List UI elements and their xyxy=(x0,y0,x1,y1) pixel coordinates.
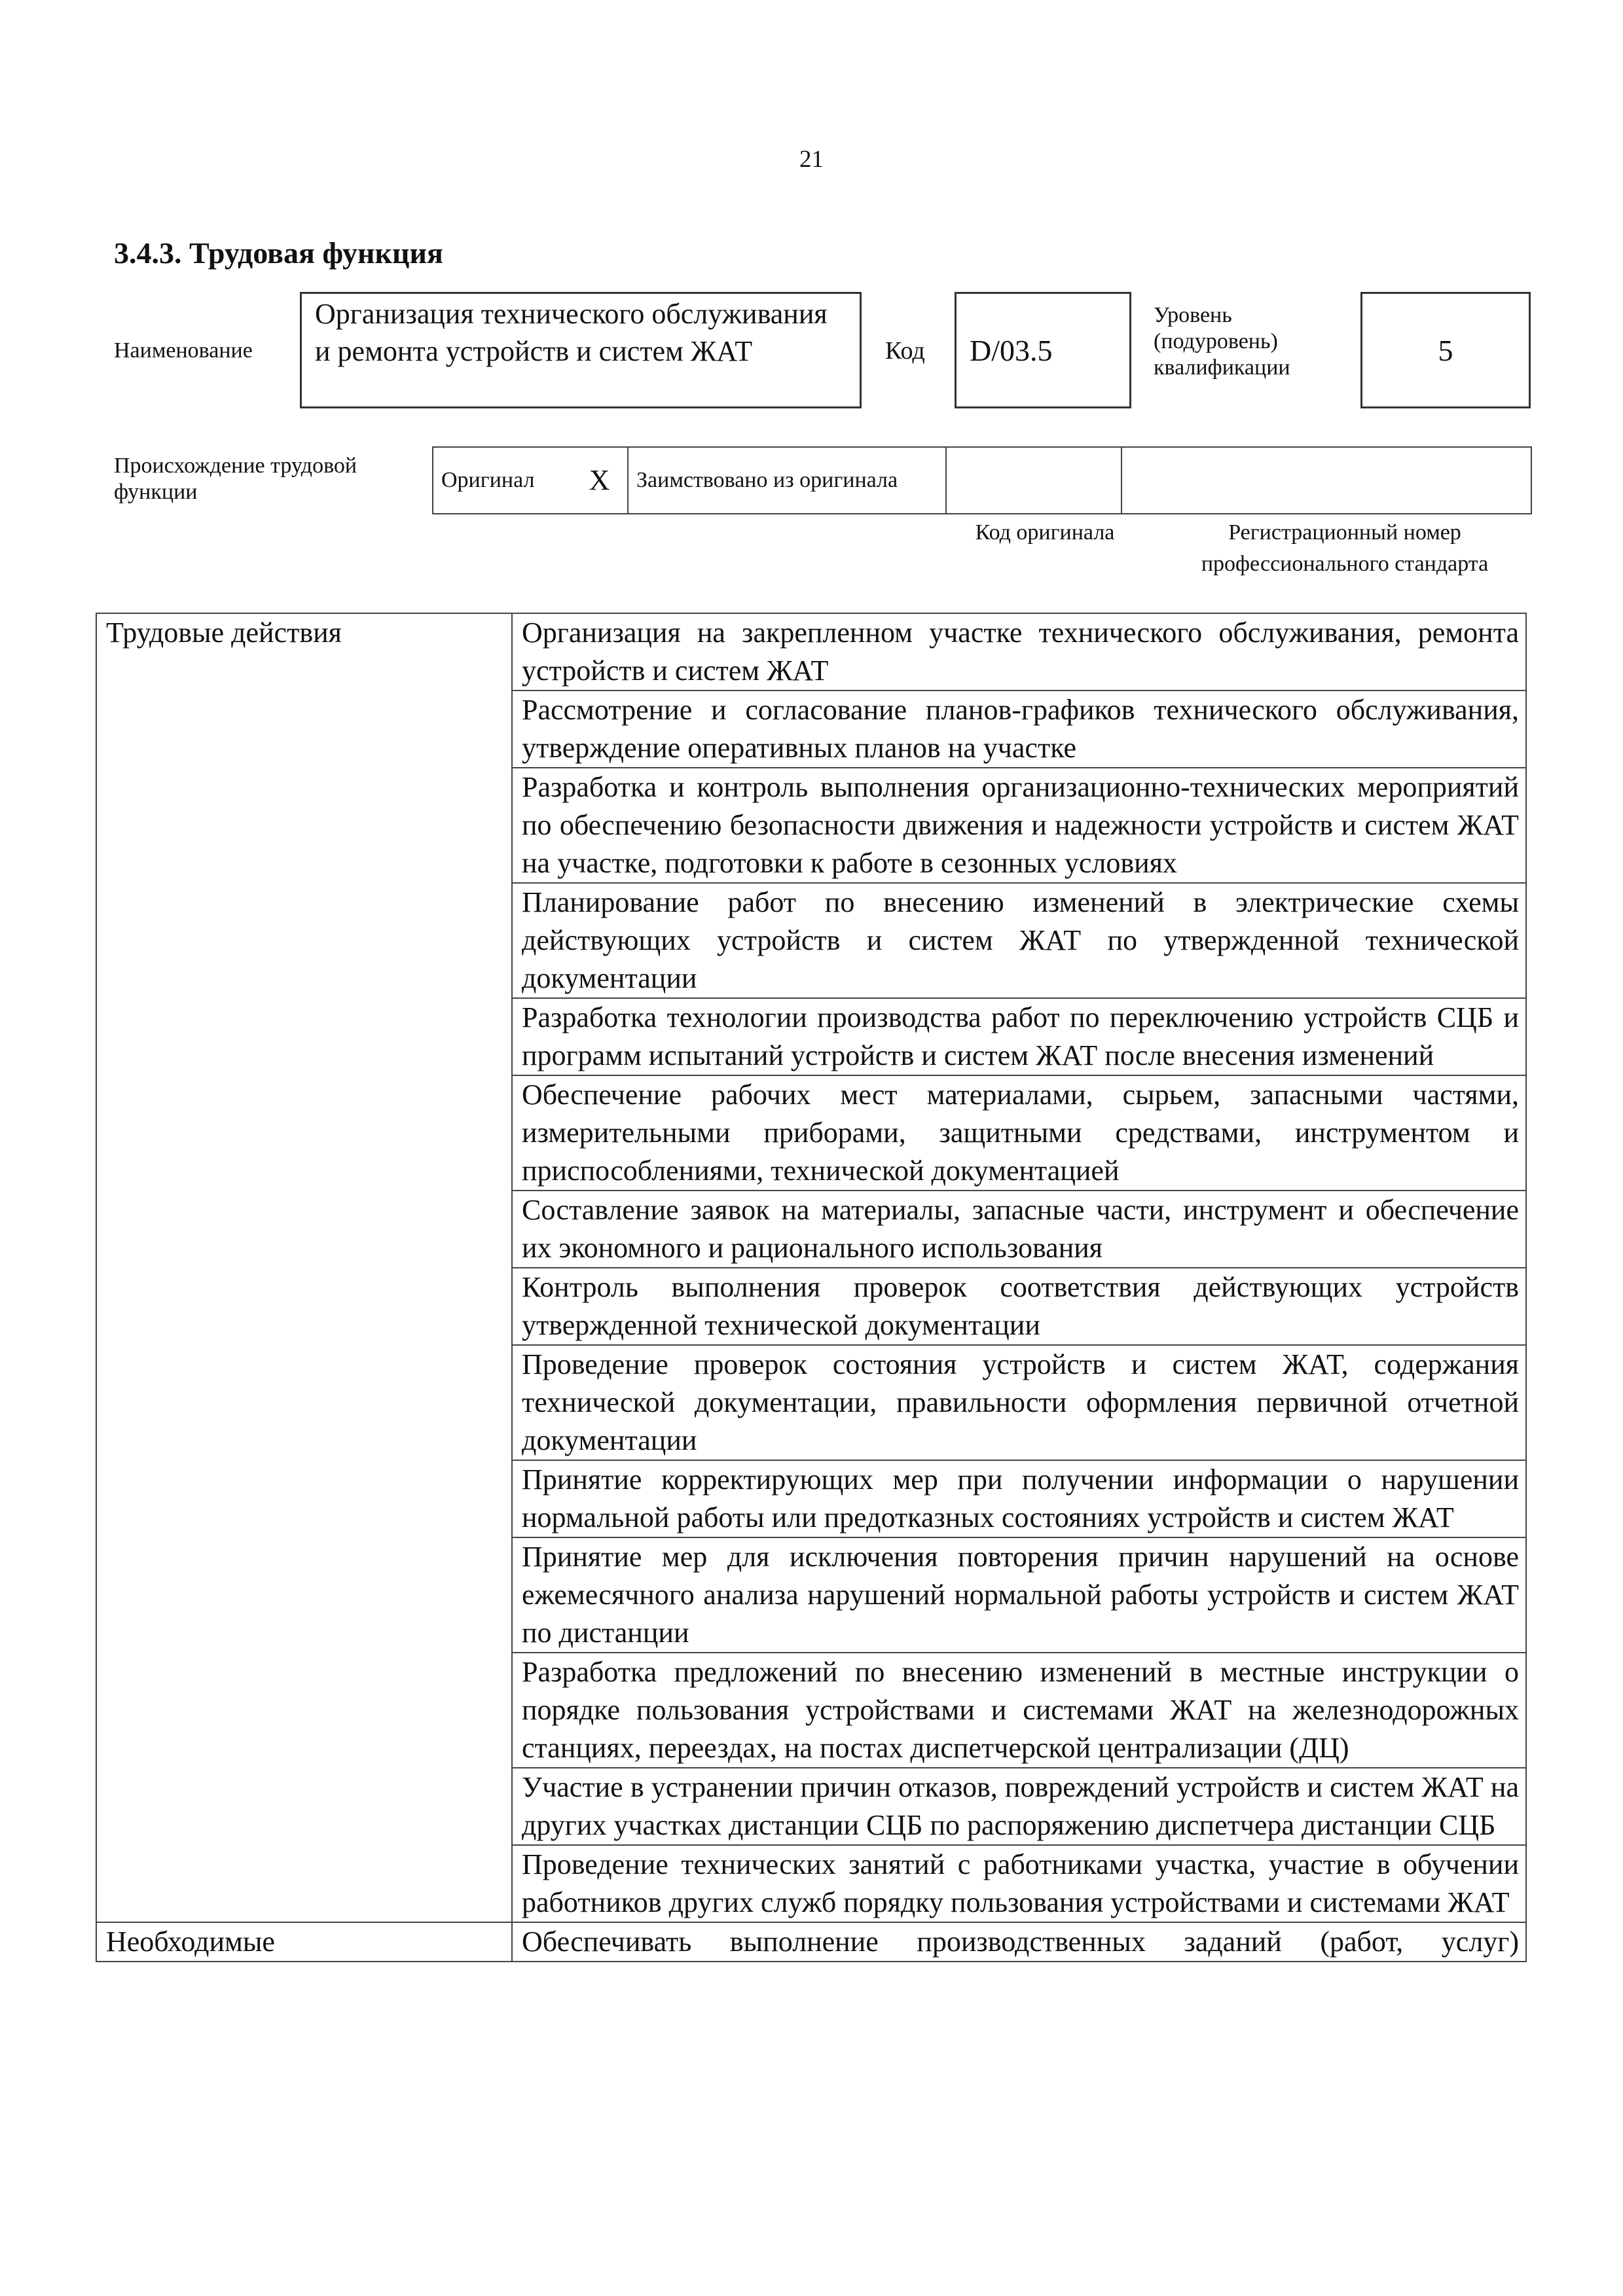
registration-number-cell xyxy=(1122,447,1531,514)
original-mark: X xyxy=(572,447,628,514)
section-title: 3.4.3. Трудовая функция xyxy=(114,236,443,270)
code-label: Код xyxy=(885,337,925,365)
origin-table xyxy=(432,446,1532,514)
labor-action-item: Разработка технологии производства работ по переключению устройств СЦБ и программ испытаний устройств и систем ЖАТ после внесения изменений xyxy=(512,998,1526,1075)
labor-action-item: Принятие мер для исключения повторения причин нарушений на основе ежемесячного анализа нарушений нормальной работы устройств и систем ЖАТ по дистанции xyxy=(512,1537,1526,1653)
labor-action-item: Проведение технических занятий с работниками участка, участие в обучении работников других служб порядку пользования устройствами и системами ЖАТ xyxy=(512,1845,1526,1922)
function-code-box: D/03.5 xyxy=(955,292,1131,408)
skill-item: Обеспечивать выполнение производственных заданий (работ, услуг) xyxy=(512,1922,1526,1962)
labor-actions-label: Трудовые действия xyxy=(96,613,512,1922)
labor-function-table xyxy=(96,613,1527,1962)
qualification-level-box: 5 xyxy=(1360,292,1531,408)
skills-label: Необходимые xyxy=(96,1922,512,1962)
table-row xyxy=(96,1922,1526,1962)
page-number: 21 xyxy=(799,146,824,173)
labor-action-item: Участие в устранении причин отказов, повреждений устройств и систем ЖАТ на других участках дистанции СЦБ по распоряжению диспетчера дистанции СЦБ xyxy=(512,1768,1526,1845)
labor-action-item: Контроль выполнения проверок соответствия действующих устройств утвержденной технической документации xyxy=(512,1268,1526,1345)
name-label: Наименование xyxy=(114,338,253,363)
labor-action-item: Рассмотрение и согласование планов-графиков технического обслуживания, утверждение оперативных планов на участке xyxy=(512,691,1526,768)
labor-action-item: Организация на закрепленном участке технического обслуживания, ремонта устройств и систем ЖАТ xyxy=(512,613,1526,691)
labor-action-item: Планирование работ по внесению изменений в электрические схемы действующих устройств и систем ЖАТ по утвержденной технической документации xyxy=(512,883,1526,998)
labor-action-item: Составление заявок на материалы, запасные части, инструмент и обеспечение их экономного и рационального использования xyxy=(512,1191,1526,1268)
labor-action-item: Разработка и контроль выполнения организационно-технических мероприятий по обеспечению безопасности движения и надежности устройств и систем ЖАТ на участке, подготовки к работе в сезонных условиях xyxy=(512,768,1526,883)
labor-action-item: Проведение проверок состояния устройств и систем ЖАТ, содержания технической документации, правильности оформления первичной отчетной документации xyxy=(512,1345,1526,1460)
origin-label: Происхождение трудовой функции xyxy=(114,454,357,504)
function-name-box: Организация технического обслуживания и ремонта устройств и систем ЖАТ xyxy=(300,292,862,408)
table-row xyxy=(96,613,1526,691)
labor-action-item: Разработка предложений по внесению изменений в местные инструкции о порядке пользования устройствами и системами ЖАТ на железнодорожных станциях, переездах, на постах диспетчерской централизации (ДЦ) xyxy=(512,1653,1526,1768)
labor-action-item: Обеспечение рабочих мест материалами, сырьем, запасными частями, измерительными приборами, защитными средствами, инструментом и приспособлениями, технической документацией xyxy=(512,1075,1526,1191)
original-code-caption: Код оригинала xyxy=(975,520,1115,545)
original-cell: Оригинал xyxy=(433,447,572,514)
borrowed-cell: Заимствовано из оригинала xyxy=(628,447,946,514)
registration-caption: Регистрационный номер профессионального стандарта xyxy=(1201,520,1489,576)
labor-action-item: Принятие корректирующих мер при получении информации о нарушении нормальной работы или предотказных состояниях устройств и систем ЖАТ xyxy=(512,1460,1526,1537)
level-label: Уровень (подуровень) квалификации xyxy=(1154,303,1290,380)
original-code-cell xyxy=(946,447,1122,514)
